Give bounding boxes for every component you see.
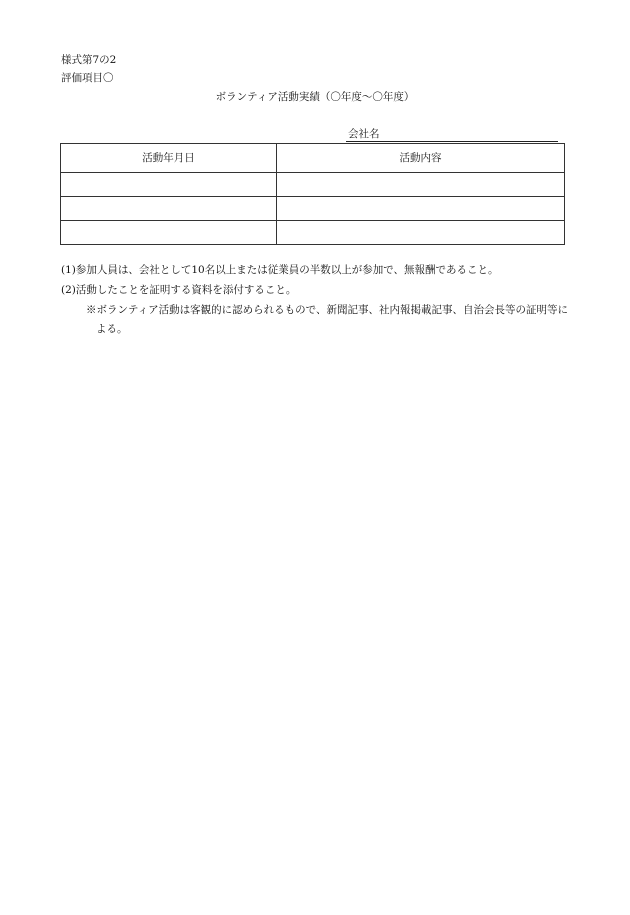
activity-table (60, 143, 565, 245)
activity-content-cell (277, 173, 565, 197)
column-header-activity-date: 活動年月日 (61, 144, 277, 173)
table-header-row (61, 144, 565, 173)
note-objective-proof-line2: よる。 (96, 323, 128, 335)
document-title: ボランティア活動実績（〇年度〜〇年度） (215, 91, 415, 103)
company-name-line (346, 129, 558, 142)
note-participants: (1)参加人員は、会社として10名以上または従業員の半数以上が参加で、無報酬であること。 (61, 264, 499, 276)
activity-content-cell (277, 221, 565, 245)
note-attach-proof: (2)活動したことを証明する資料を添付すること。 (61, 284, 297, 296)
note-objective-proof-line1: ※ボランティア活動は客観的に認められるもので、新聞記事、社内報掲載記事、自治会長等の証明等に (86, 304, 568, 316)
form-number: 様式第7の2 (61, 54, 117, 66)
activity-date-cell (61, 197, 277, 221)
column-header-activity-content: 活動内容 (277, 144, 565, 173)
company-name-label: 会社名 (348, 128, 380, 140)
activity-date-cell (61, 173, 277, 197)
table-row (61, 221, 565, 245)
activity-date-cell (61, 221, 277, 245)
table-row (61, 197, 565, 221)
activity-content-cell (277, 197, 565, 221)
table-row (61, 173, 565, 197)
evaluation-item: 評価項目〇 (61, 72, 114, 84)
